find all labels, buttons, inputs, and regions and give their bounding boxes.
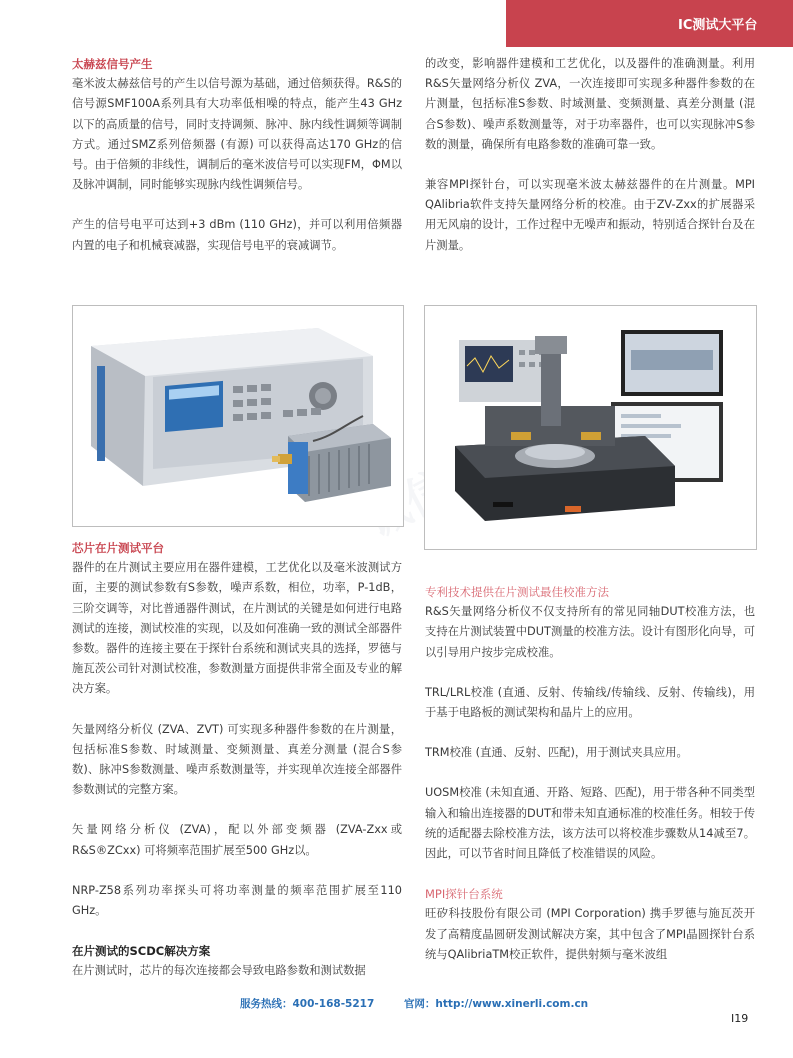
paragraph: TRL/LRL校准 (直通、反射、传输线/传输线、反射、传输线)，用于基于电路板的测试架构和晶片上的应用。	[425, 685, 755, 720]
footer-hotline: 服务热线：400-168-5217	[240, 998, 375, 1010]
footer-website[interactable]: 官网：http://www.xinerli.com.cn	[403, 998, 589, 1010]
left-column-top	[72, 54, 402, 256]
left-column-bottom	[72, 538, 402, 982]
paragraph: R&S矢量网络分析仪不仅支持所有的常见同轴DUT校准方法，也支持在片测试装置中DUT测量的校准方法。设计有图形化向导，可以引导用户按步完成校准。	[425, 605, 755, 659]
paragraph: UOSM校准 (未知直通、开路、短路、匹配)，用于带各种不同类型输入和输出连接器的DUT和带未知直通标准的校准任务。相较于传统的适配器去除校准方法，该方法可以将校准步骤数从14减至7。因此，可以节省时间且降低了校准错误的风险。	[425, 786, 755, 861]
paragraph: 产生的信号电平可达到+3 dBm (110 GHz)，并可以利用倍频器内置的电子和机械衰减器，实现信号电平的衰减调节。	[72, 218, 402, 252]
heading-mpi-probe: MPI探针台系统	[425, 887, 503, 902]
paragraph: 矢量网络分析仪 (ZVA、ZVT) 可实现多种器件参数的在片测量，包括标准S参数、时域测量、变频测量、真差分测量 (混合S参数)、脉冲S参数测量、噪声系数测量等，并实现单次连接全部器件参数测试的完整方案。	[72, 722, 402, 797]
heading-calibration: 专利技术提供在片测试最佳校准方法	[425, 585, 609, 599]
paragraph: 在片测试时，芯片的每次连接都会导致电路参数和测试数据	[72, 964, 366, 978]
probe-station-photo	[424, 305, 757, 550]
signal-generator-photo	[72, 305, 404, 527]
watermark: 诚信	[357, 461, 460, 548]
heading-scdc: 在片测试的SCDC解决方案	[72, 944, 211, 959]
paragraph: 器件的在片测试主要应用在器件建模，工艺优化以及毫米波测试方面，主要的测试参数有S参数，噪声系数，相位，功率，P-1dB，三阶交调等，对比普通器件测试，在片测试的关键是如何进行电路测试的连接，测试校准的实现，以及如何准确一致的测试全部器件参数。器件的连接主要在于探针台系统和测试夹具的选择，罗德与施瓦茨公司针对测试校准，参数测量方面提供非常全面及专业的解决方案。	[72, 561, 402, 696]
footer-contact	[240, 996, 614, 1011]
paragraph: NRP-Z58系列功率探头可将功率测量的频率范围扩展至110 GHz。	[72, 883, 402, 918]
paragraph: 毫米波太赫兹信号的产生以信号源为基础，通过倍频获得。R&S的信号源SMF100A系列具有大功率低相噪的特点，能产生43 GHz以下的高质量的信号，同时支持调频、脉冲、脉内线性调频等调制方式。通过SMZ系列倍频器 (有源) 可以获得高达170 GHz的信号。由于倍频的非线性，调制后的毫米波信号可以实现FM，ΦM以及脉冲调制，同时能够实现脉内线性调频信号。	[72, 77, 402, 192]
heading-thz-signal: 太赫兹信号产生	[72, 57, 153, 71]
paragraph: 矢量网络分析仪 (ZVA)，配以外部变频器 (ZVA-Zxx或R&S®ZCxx) 可将频率范围扩展至500 GHz以。	[72, 823, 402, 857]
heading-onwafer-platform: 芯片在片测试平台	[72, 541, 164, 555]
page-number: I19	[731, 1012, 749, 1025]
paragraph: 旺矽科技股份有限公司 (MPI Corporation) 携手罗德与施瓦茨开发了高精度晶圆研发测试解决方案，其中包含了MPI晶圆探针台系统与QAlibriaTM校正软件，提供射频与毫米波组	[425, 907, 755, 961]
right-column-top	[425, 54, 755, 256]
section-tab: IC测试大平台	[506, 0, 793, 47]
right-column-bottom	[425, 582, 755, 965]
paragraph: 的改变，影响器件建模和工艺优化，以及器件的准确测量。利用R&S矢量网络分析仪 ZVA，一次连接即可实现多种器件参数的在片测量，包括标准S参数、时域测量、变频测量、真差分测量 (混合S参数)、噪声系数测量等，对于功率器件，也可以实现脉冲S参数的测量，确保所有电路参数的准确可靠一致。	[425, 57, 755, 151]
paragraph: TRM校准 (直通、反射、匹配)，用于测试夹具应用。	[425, 746, 688, 760]
paragraph: 兼容MPI探针台，可以实现毫米波太赫兹器件的在片测量。MPI QAlibria软件支持矢量网络分析的校准。由于ZV-Zxx的扩展器采用无风扇的设计，工作过程中无噪声和振动，特别适合探针台及在片测量。	[425, 178, 755, 252]
